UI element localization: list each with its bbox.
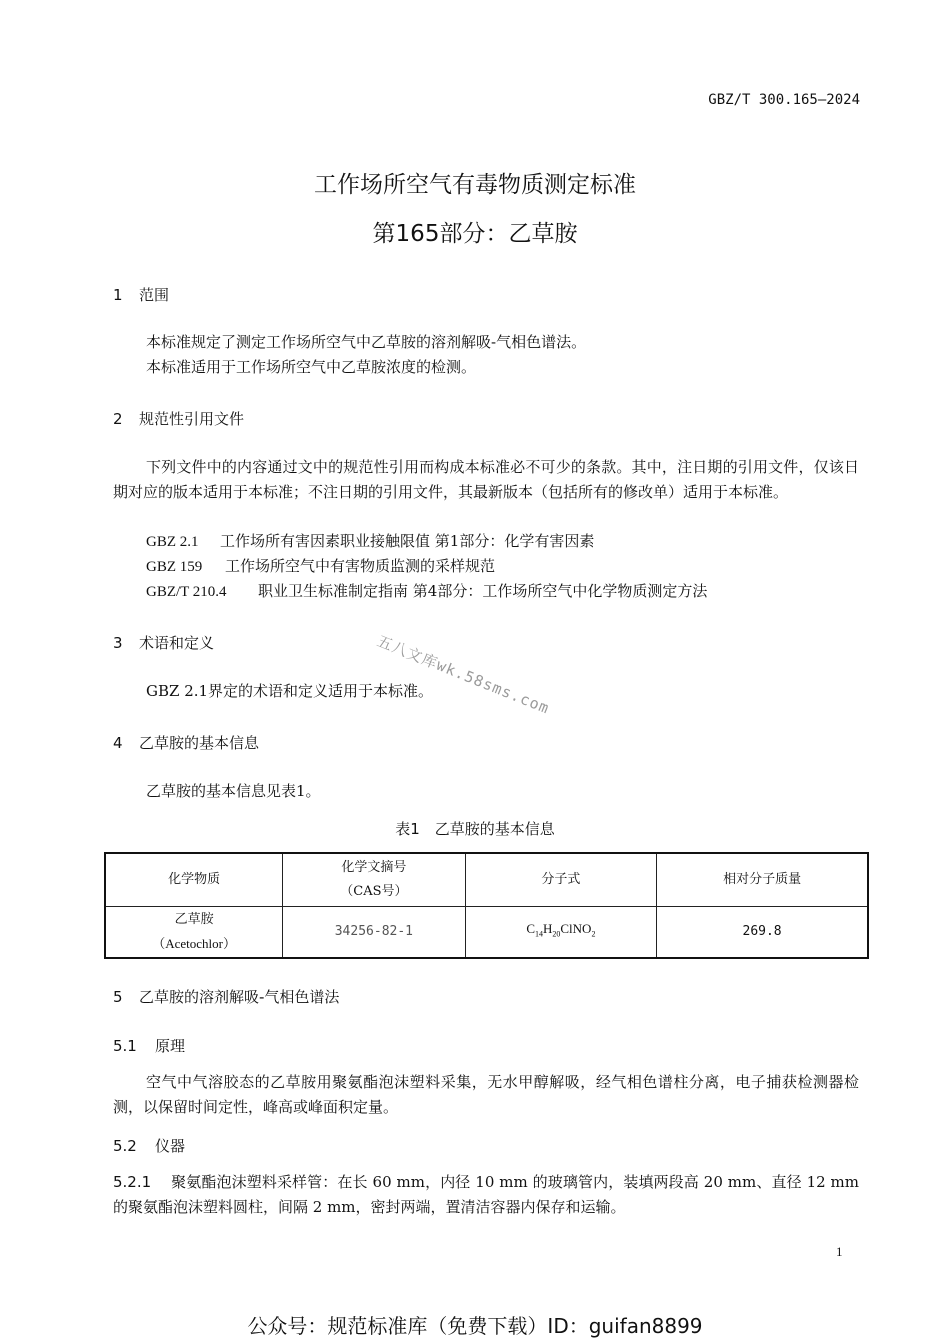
reference-title: 工作场所有害因素职业接触限值 第1部分：化学有害因素 [220, 532, 595, 550]
table-cell-cas: 34256-82-1 [283, 907, 465, 959]
reference-title: 职业卫生标准制定指南 第4部分：工作场所空气中化学物质测定方法 [258, 582, 708, 600]
table-cell-substance [105, 907, 283, 959]
table-row [105, 907, 868, 959]
reference-code: GBZ/T 210.4 [146, 584, 227, 600]
page-number: 1 [836, 1244, 843, 1259]
table-cell-mass: 269.8 [657, 907, 868, 959]
section-1-heading [113, 284, 169, 305]
section-5-1-heading [113, 1035, 185, 1056]
paragraph: 空气中气溶胶态的乙草胺用聚氨酯泡沫塑料采集，无水甲醇解吸，经气相色谱柱分离，电子捕获检测器检测，以保留时间定性，峰高或峰面积定量。 [113, 1073, 859, 1116]
section-title: 仪器 [155, 1137, 186, 1155]
paragraph: GBZ 2.1界定的术语和定义适用于本标准。 [146, 682, 434, 700]
section-title: 乙草胺的溶剂解吸-气相色谱法 [139, 988, 340, 1006]
watermark: 五八文库wk.58sms.com [374, 631, 553, 718]
standard-code: GBZ/T 300.165—2024 [708, 92, 860, 108]
paragraph: 本标准适用于工作场所空气中乙草胺浓度的检测。 [146, 358, 477, 376]
clause-number: 5.2.1 [113, 1173, 152, 1191]
reference-code: GBZ 159 [146, 559, 203, 575]
footer-banner: 公众号：规范标准库（免费下载）ID：guifan8899 [247, 1314, 703, 1338]
basic-info-table [104, 852, 869, 959]
section-5-2-heading [113, 1135, 185, 1156]
header-line: （CAS号） [340, 884, 408, 899]
section-title: 范围 [139, 286, 170, 304]
reference-item [146, 555, 495, 576]
reference-title: 工作场所空气中有害物质监测的采样规范 [225, 557, 496, 575]
section-number: 5 [113, 988, 123, 1006]
reference-item [146, 580, 707, 601]
table-header-cell [283, 853, 465, 907]
section-2-heading [113, 408, 244, 429]
table-header-cell: 化学物质 [105, 853, 283, 907]
paragraph: 乙草胺的基本信息见表1。 [146, 782, 321, 800]
clause-text: 聚氨酯泡沫塑料采样管：在长 60 mm，内径 10 mm 的玻璃管内，装填两段高 20 mm、直径 12 mm 的聚氨酯泡沫塑料圆柱，间隔 2 mm，密封两端，置清洁容器内保存和运输。 [113, 1173, 859, 1216]
table-cell-formula: $C_{14}H_{20}ClNO_2$ [465, 907, 657, 959]
substance-name: 乙草胺 [174, 912, 214, 927]
reference-item [146, 530, 594, 551]
section-title: 乙草胺的基本信息 [139, 734, 260, 752]
reference-code: GBZ 2.1 [146, 534, 199, 550]
section-number: 5.2 [113, 1137, 137, 1155]
section-3-heading [113, 632, 214, 653]
section-title: 规范性引用文件 [139, 410, 245, 428]
section-title: 原理 [155, 1037, 186, 1055]
table-header-cell: 分子式 [465, 853, 657, 907]
section-number: 4 [113, 734, 123, 752]
section-5-heading [113, 986, 339, 1007]
section-number: 5.1 [113, 1037, 137, 1055]
paragraph [113, 1170, 859, 1220]
section-number: 2 [113, 410, 123, 428]
section-4-heading [113, 732, 259, 753]
section-title: 术语和定义 [139, 634, 215, 652]
document-title: 工作场所空气有毒物质测定标准 [314, 172, 636, 198]
table-header-cell: 相对分子质量 [657, 853, 868, 907]
document-subtitle: 第165部分：乙草胺 [372, 221, 578, 247]
paragraph: 下列文件中的内容通过文中的规范性引用而构成本标准必不可少的条款。其中，注日期的引用文件，仅该日期对应的版本适用于本标准；不注日期的引用文件，其最新版本（包括所有的修改单）适用于本标准。 [113, 458, 859, 501]
paragraph: 本标准规定了测定工作场所空气中乙草胺的溶剂解吸-气相色谱法。 [146, 333, 587, 351]
section-number: 1 [113, 286, 123, 304]
table-caption: 表1 乙草胺的基本信息 [395, 820, 555, 838]
section-number: 3 [113, 634, 123, 652]
table-header-row [105, 853, 868, 907]
header-line: 化学文摘号 [341, 860, 407, 875]
substance-name-en: （Acetochlor） [152, 936, 236, 951]
